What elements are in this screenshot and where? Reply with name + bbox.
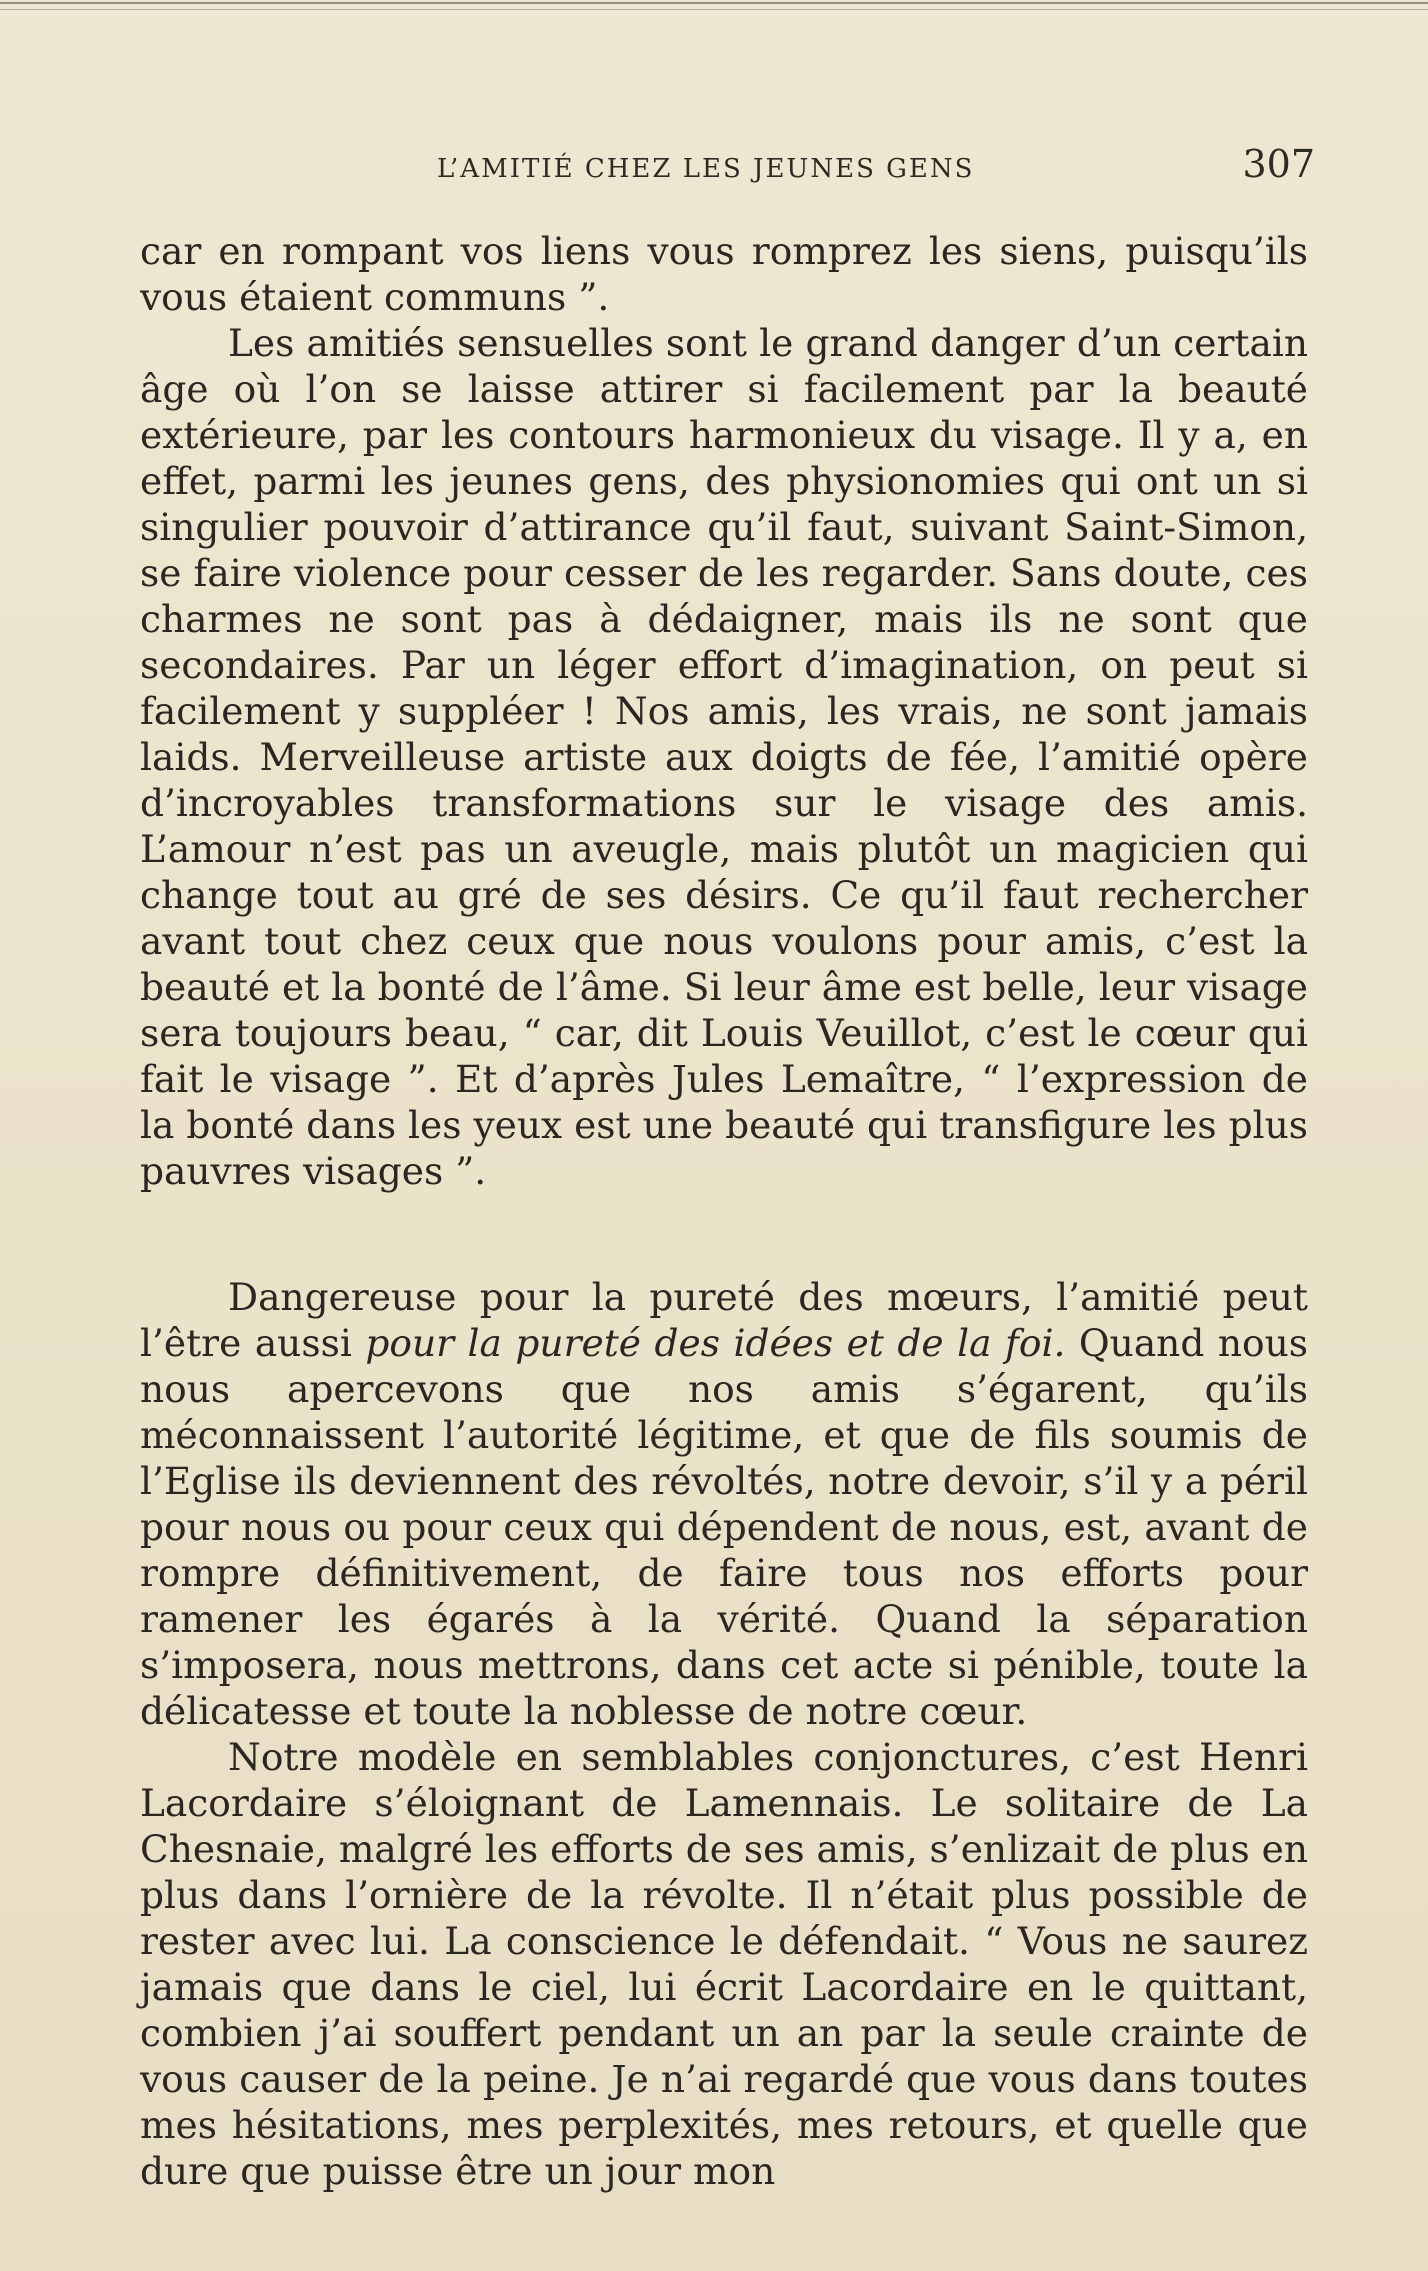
paragraph-sensual-friendships: Les amitiés sensuelles sont le grand danger d’un certain âge où l’on se laisse attirer si facilement par la beauté extérieure, par les contours harmonieux du visage. Il y a, en effet, parmi les jeunes gens, des physionomies qui ont un si singulier pouvoir d’attirance qu’il faut, suivant Saint-Simon, se faire violence pour cesser de les regarder. Sans doute, ces charmes ne sont pas à dédaigner, mais ils ne sont que secondaires. Par un léger effort d’imagination, on peut si facilement y suppléer ! Nos amis, les vrais, ne sont jamais laids. Merveilleuse artiste aux doigts de fée, l’amitié opère d’incroyables transformations sur le visage des amis. L’amour n’est pas un aveugle, mais plutôt un magicien qui change tout au gré de ses désirs. Ce qu’il faut rechercher avant tout chez ceux que nous voulons pour amis, c’est la beauté et la bonté de l’âme. Si leur âme est belle, leur visage sera toujours beau, “ car, dit Louis Veuillot, c’est le cœur qui fait le visage ”. Et d’après Jules Lemaître, “ l’expression de la bonté dans les yeux est une beauté qui transfigure les plus pauvres visages ”. — [140, 321, 1308, 1193]
paragraph-purity-before: Dangereuse pour la pureté des mœurs, l’amitié peut l’être aussi — [140, 1275, 1308, 1365]
page-header — [140, 138, 1315, 198]
page-number: 307 — [1242, 142, 1315, 186]
running-title: L’AMITIÉ CHEZ LES JEUNES GENS — [437, 154, 975, 184]
paragraph-purity-of-ideas — [140, 1274, 1308, 1734]
paragraph-purity-italic: pour la pureté des idées et de la foi. — [365, 1321, 1066, 1365]
paragraph-lacordaire: Notre modèle en semblables conjonctures, c’est Henri Lacordaire s’éloignant de Lamennais. Le solitaire de La Chesnaie, malgré les efforts de ses amis, s’enlizait de plus en plus dans l’ornière de la révolte. Il n’était plus possible de rester avec lui. La conscience le défendait. “ Vous ne saurez jamais que dans le ciel, lui écrit Lacordaire en le quittant, combien j’ai souffert pendant un an par la seule crainte de vous causer de la peine. Je n’ai regardé que vous dans toutes mes hésitations, mes perplexités, mes retours, et quelle que dure que puisse être un jour mon — [140, 1735, 1308, 2193]
paragraph-continuation: car en rompant vos liens vous romprez les siens, puisqu’ils vous étaient communs ”. — [140, 229, 1308, 319]
text-block-lower — [140, 1274, 1308, 2194]
paragraph-purity-after: Quand nous nous apercevons que nos amis s’égarent, qu’ils méconnaissent l’autorité légitime, et que de fils soumis de l’Eglise ils deviennent des révoltés, notre devoir, s’il y a péril pour nous ou pour ceux qui dépendent de nous, est, avant de rompre définitivement, de faire tous nos efforts pour ramener les égarés à la vérité. Quand la séparation s’imposera, nous mettrons, dans cet acte si pénible, toute la délicatesse et toute la noblesse de notre cœur. — [140, 1321, 1308, 1733]
top-border-rule — [0, 2, 1428, 10]
text-block-upper — [140, 228, 1308, 1194]
